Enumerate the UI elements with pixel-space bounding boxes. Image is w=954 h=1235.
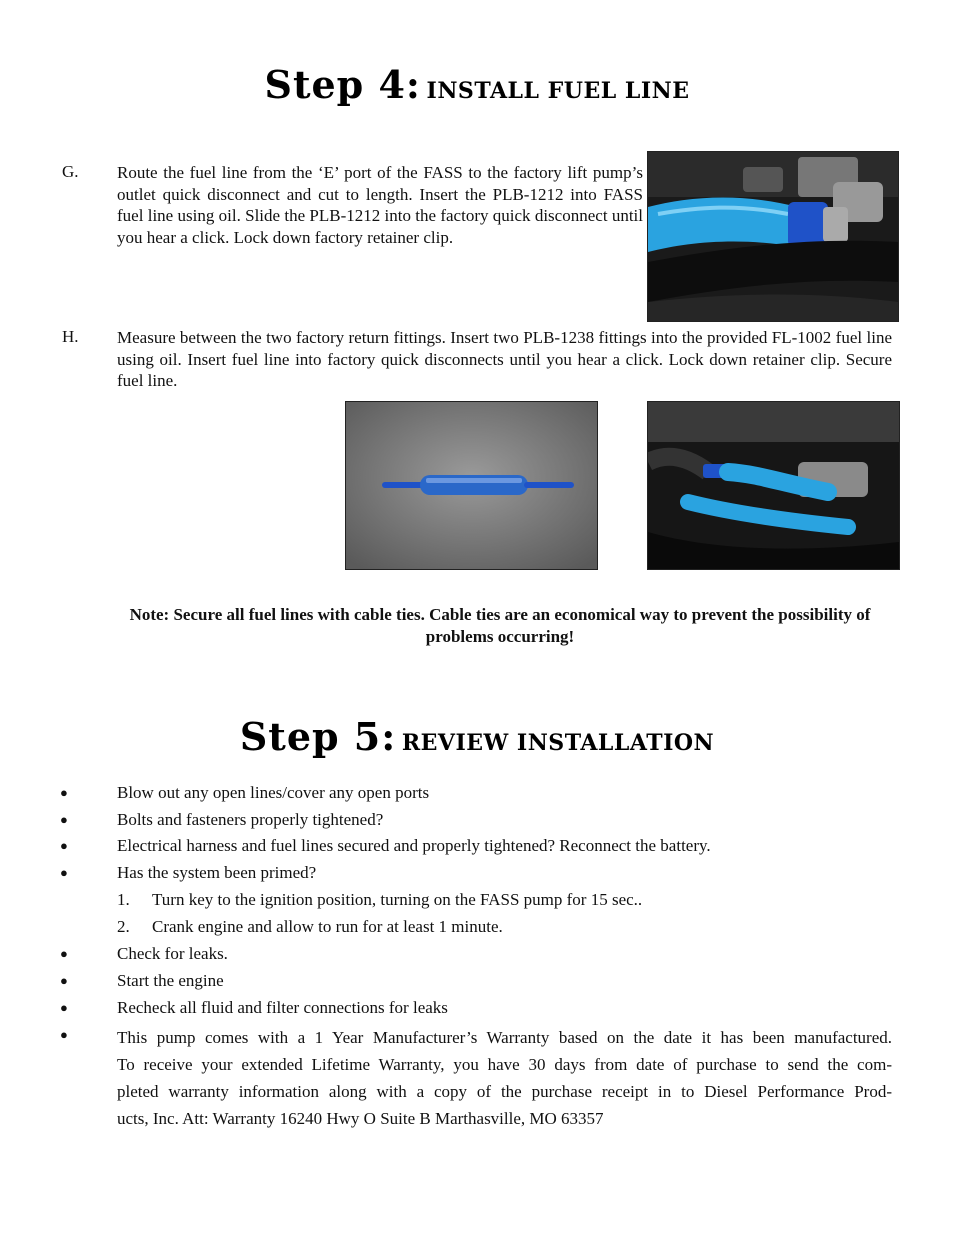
step-4-heading	[0, 62, 954, 107]
item-g-text: Route the fuel line from the ‘E’ port of the FASS to the factory lift pump’s outlet quick disconnect and cut to length. Insert the PLB-1212 into FASS fuel line using oil. Slide the PLB-1212 into the factory quick disconnect until you hear a click. Lock down factory retainer clip.	[117, 163, 643, 247]
photo-installed-return-line	[647, 401, 900, 570]
checklist-item-text: Blow out any open lines/cover any open ports	[117, 783, 430, 802]
warranty-line: This pump comes with a 1 Year Manufacturer’s Warranty based on the date it has been manufactured.	[117, 1028, 892, 1047]
bullet-icon: ●	[60, 1027, 68, 1042]
warranty-line: To receive your extended Lifetime Warranty, you have 30 days from date of purchase to send the com-	[117, 1055, 892, 1074]
bullet-icon: ●	[60, 865, 68, 880]
priming-step-number: 1.	[117, 890, 130, 909]
step-5-heading	[0, 714, 954, 759]
item-h-letter: H.	[62, 327, 79, 346]
bullet-icon: ●	[60, 812, 68, 827]
bullet-icon: ●	[60, 1000, 68, 1015]
warranty-line: ucts, Inc. Att: Warranty 16240 Hwy O Suite B Marthasville, MO 63357	[117, 1109, 604, 1128]
step-4-prefix: Step 4:	[264, 62, 421, 107]
item-h-text: Measure between the two factory return fittings. Insert two PLB-1238 fittings into the provided FL-1002 fuel line using oil. Insert fuel line into factory quick disconnects until you hear a click. Lock down retainer clip. Secure fuel line.	[117, 328, 892, 390]
checklist-item-text: Start the engine	[117, 971, 224, 990]
checklist-item-text: Recheck all fluid and filter connections for leaks	[117, 998, 448, 1017]
warranty-line: pleted warranty information along with a copy of the purchase receipt in to Diesel Performance Prod-	[117, 1082, 892, 1101]
priming-step-number: 2.	[117, 917, 130, 936]
bullet-icon: ●	[60, 946, 68, 961]
warranty-paragraph	[117, 1024, 892, 1132]
bullet-icon: ●	[60, 973, 68, 988]
note-cable-ties: Note: Secure all fuel lines with cable ties. Cable ties are an economical way to prevent the possibility of problems occurring!	[129, 605, 871, 646]
checklist-item-text: Check for leaks.	[117, 944, 228, 963]
step-4-title: INSTALL FUEL LINE	[426, 78, 690, 104]
step-5-title: REVIEW INSTALLATION	[401, 730, 715, 756]
step-5-prefix: Step 5:	[239, 714, 397, 759]
checklist-item-text: Has the system been primed?	[117, 863, 317, 882]
priming-step-text: Crank engine and allow to run for at least 1 minute.	[152, 917, 503, 936]
bullet-icon: ●	[60, 838, 68, 853]
photo-fass-fuel-line	[647, 151, 899, 322]
item-g-letter: G.	[62, 162, 79, 181]
priming-step-text: Turn key to the ignition position, turning on the FASS pump for 15 sec..	[152, 890, 643, 909]
bullet-icon: ●	[60, 785, 68, 800]
checklist-item-text: Bolts and fasteners properly tightened?	[117, 810, 384, 829]
photo-fl-1002-line	[345, 401, 598, 570]
checklist-item-text: Electrical harness and fuel lines secured and properly tightened? Reconnect the battery.	[117, 836, 711, 855]
